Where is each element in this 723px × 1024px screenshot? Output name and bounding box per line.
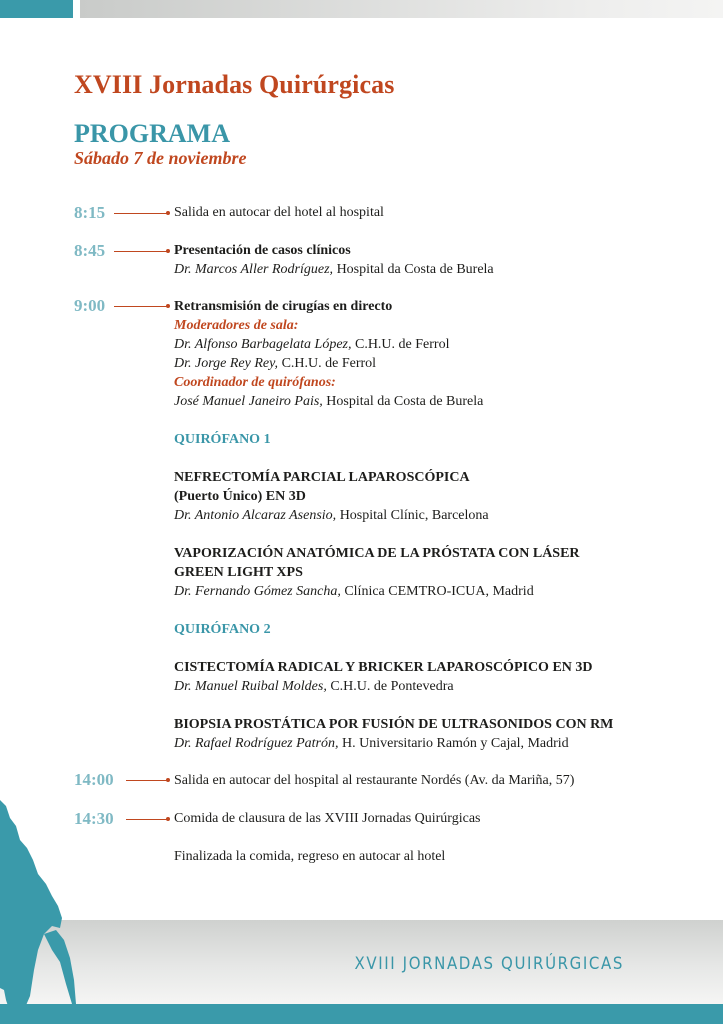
bottom-accent-strip [0, 1004, 723, 1024]
coordinator [174, 392, 483, 411]
speaker-name: Dr. Marcos Aller Rodríguez, [174, 262, 334, 277]
surgery-cystectomy-title: CISTECTOMÍA RADICAL Y BRICKER LAPAROSCÓPICO EN 3D [174, 660, 593, 675]
item-departure-hospital: Salida en autocar del hotel al hospital [174, 205, 384, 220]
coordinator-label: Coordinador de quirófanos: [174, 375, 336, 390]
item-live-surgery-title: Retransmisión de cirugías en directo [174, 299, 393, 314]
timeline-arrow [114, 306, 168, 307]
surgery-vaporization-title-2: GREEN LIGHT XPS [174, 565, 303, 580]
time-14-00: 14:00 [74, 770, 114, 789]
program-heading: PROGRAMA [74, 119, 230, 148]
surgery-biopsy-title: BIOPSIA PROSTÁTICA POR FUSIÓN DE ULTRASONIDOS CON RM [174, 717, 614, 732]
surgery-vaporization-title-1: VAPORIZACIÓN ANATÓMICA DE LA PRÓSTATA CON LÁSER [174, 546, 580, 561]
program-date: Sábado 7 de noviembre [74, 148, 247, 168]
time-9-00: 9:00 [74, 296, 106, 315]
moderator-1 [174, 335, 449, 354]
operating-room-1-label: QUIRÓFANO 1 [174, 432, 271, 447]
item-case-presentation-title: Presentación de casos clínicos [174, 243, 351, 258]
moderator-affiliation: C.H.U. de Ferrol [351, 337, 450, 352]
item-return-hotel: Finalizada la comida, regreso en autocar al hotel [174, 849, 446, 864]
moderators-label: Moderadores de sala: [174, 318, 299, 333]
footer-brand-logo: XVIII JORNADAS QUIRÚRGICAS [354, 953, 624, 974]
surgeon-name: Dr. Manuel Ruibal Moldes, [174, 679, 327, 694]
rock-arch-illustration [0, 800, 110, 1024]
surgery-vaporization-surgeon [174, 582, 534, 601]
moderator-name: Dr. Alfonso Barbagelata López, [174, 337, 352, 352]
time-8-45: 8:45 [74, 241, 106, 260]
timeline-arrow [114, 251, 168, 252]
timeline-arrow [126, 819, 168, 820]
surgeon-affiliation: Hospital Clínic, Barcelona [336, 508, 489, 523]
moderator-name: Dr. Jorge Rey Rey, [174, 356, 279, 371]
surgeon-name: Dr. Fernando Gómez Sancha, [174, 584, 341, 599]
time-14-30: 14:30 [74, 809, 114, 828]
speaker-affiliation: Hospital da Costa de Burela [333, 262, 494, 277]
item-case-presentation-speaker [174, 260, 494, 279]
item-closing-lunch: Comida de clausura de las XVIII Jornadas Quirúrgicas [174, 811, 481, 826]
time-8-15: 8:15 [74, 203, 106, 222]
surgery-biopsy-surgeon [174, 734, 569, 753]
top-gradient-band [80, 0, 723, 18]
moderator-2 [174, 354, 376, 373]
surgeon-affiliation: C.H.U. de Pontevedra [326, 679, 454, 694]
event-title: XVIII Jornadas Quirúrgicas [74, 70, 395, 99]
surgery-nephrectomy-surgeon [174, 506, 489, 525]
surgeon-name: Dr. Antonio Alcaraz Asensio, [174, 508, 337, 523]
timeline-arrow [126, 780, 168, 781]
timeline-arrow [114, 213, 168, 214]
surgeon-affiliation: H. Universitario Ramón y Cajal, Madrid [338, 736, 569, 751]
operating-room-2-label: QUIRÓFANO 2 [174, 622, 271, 637]
coordinator-name: José Manuel Janeiro Pais, [174, 394, 323, 409]
surgery-nephrectomy-title-2: (Puerto Único) EN 3D [174, 489, 306, 504]
surgery-nephrectomy-title-1: NEFRECTOMÍA PARCIAL LAPAROSCÓPICA [174, 470, 470, 485]
coordinator-affiliation: Hospital da Costa de Burela [322, 394, 484, 409]
top-accent-bar [0, 0, 73, 18]
surgeon-name: Dr. Rafael Rodríguez Patrón, [174, 736, 339, 751]
item-departure-restaurant: Salida en autocar del hospital al restaurante Nordés (Av. da Mariña, 57) [174, 773, 575, 788]
surgery-cystectomy-surgeon [174, 677, 454, 696]
moderator-affiliation: C.H.U. de Ferrol [278, 356, 377, 371]
surgeon-affiliation: Clínica CEMTRO-ICUA, Madrid [340, 584, 534, 599]
